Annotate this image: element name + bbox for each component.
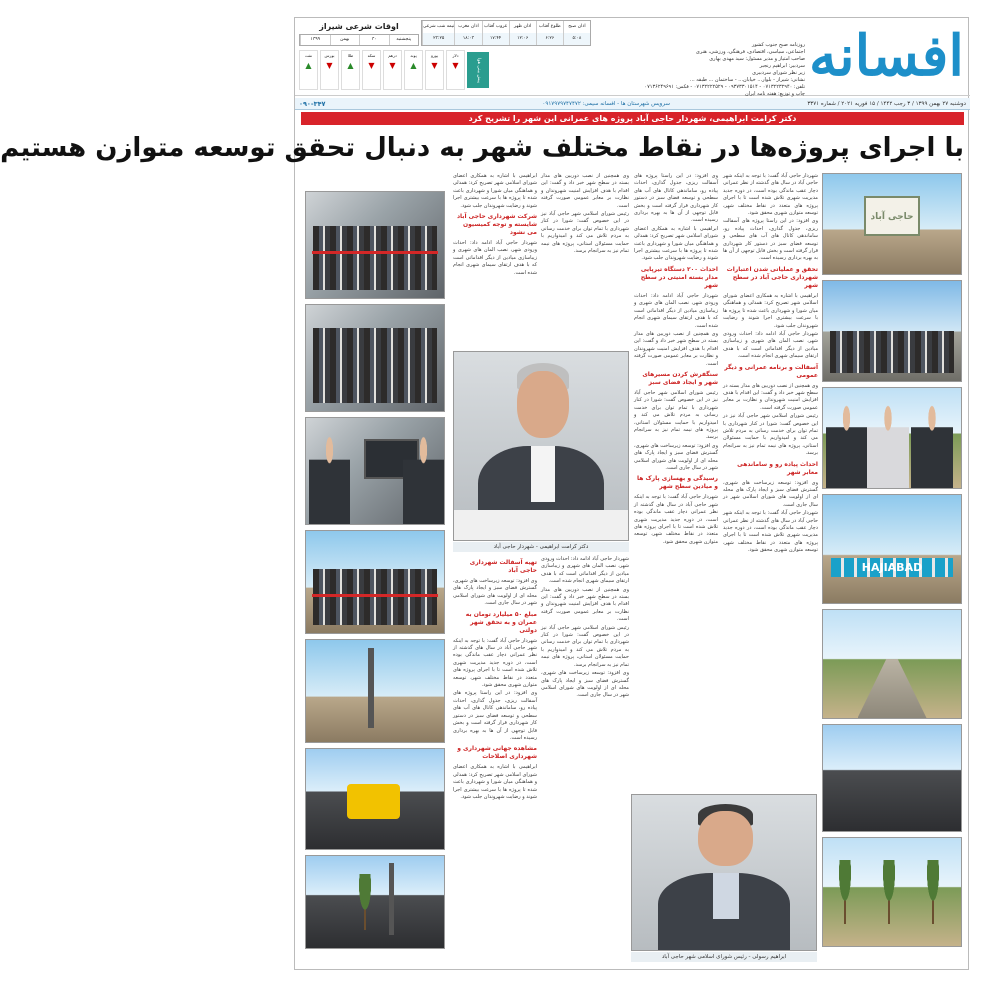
council-caption: ابراهیم رسولی - رئیس شورای اسلامی شهر حاجی آباد xyxy=(631,952,817,962)
photo-ribbon-cutting[interactable] xyxy=(305,191,445,299)
desk xyxy=(454,510,628,540)
trend-up-icon: ▲ xyxy=(347,61,354,70)
paragraph: وی افزود: توسعه زیرساخت های شهری، گسترش فضای سبز و ایجاد پارک های محله ای از اولویت های شورای اسلامی شهر در سال جاری است. xyxy=(453,578,537,607)
info-line: اجتماعی، سیاسی، اقتصادی، فرهنگی، ورزشی، هنری xyxy=(695,49,805,55)
officials-group xyxy=(313,226,437,290)
text-column xyxy=(453,556,537,950)
date-cell: بهمن xyxy=(330,35,360,45)
article-headline[interactable]: با اجرای پروژه‌ها در نقاط مختلف شهر به دنبال تحقق توسعه متوازن هستیم xyxy=(0,133,964,163)
prayer-header: غروب آفتاب xyxy=(482,21,509,33)
road-roller xyxy=(347,784,399,819)
paragraph: ابراهیمی با اشاره به همکاری اعضای شورای اسلامی شهر تصریح کرد: همدلی و هماهنگی میان شورا و شهرداری باعث شده تا پروژه ها با سرعت بیشتری اجرا شوند و رضایت شهروندان جلب شود. xyxy=(634,225,718,262)
prayer-value: ۶:۲۶ xyxy=(536,33,563,45)
prayer-value: ۲۳:۲۵ xyxy=(422,33,454,45)
subheading: شرکت شهرداری حاجی آباد شایسته و توجه کمیسیون می نشود xyxy=(456,213,537,237)
subheading: سنگفرش کردن مسیرهای شهر و ایجاد فضای سبز xyxy=(642,370,718,386)
issue-date: دوشنبه ۲۷ بهمن ۱۳۹۹ / ۳ رجب ۱۴۴۲ / ۱۵ فوریه ۲۰۲۱ / شماره ۳۳۷۱ xyxy=(807,101,966,107)
trend-down-icon: ▼ xyxy=(326,61,333,70)
currency-item: بورس ▼ xyxy=(320,50,339,90)
subheading: مشاهده جهانی شهرداری و شهرداری اصلاحات xyxy=(457,745,537,761)
date-cell: پنجشنبه xyxy=(389,35,419,45)
paragraph: رئیس شورای اسلامی شهر حاجی آباد نیز در این خصوص گفت: شورا در کنار شهرداری با تمام توان برای خدمت رسانی به مردم تلاش می کند و امیدواریم با حمایت مسئولان استانی، پروژه های نیمه تمام نیز به سرانجام برسد. xyxy=(634,389,718,441)
face xyxy=(517,371,569,439)
currency-item: طلا ▲ xyxy=(341,50,360,90)
info-line: نشانی: شیراز - بلوار... خیابان... - ساختمان ... طبقه ... xyxy=(689,77,805,83)
paragraph: وی همچنین از نصب دوربین های مدار بسته در سطح شهر خبر داد و گفت: این اقدام با هدف افزایش امنیت شهروندان و نظارت بر معابر عمومی صورت گرفته است. xyxy=(634,330,718,367)
person xyxy=(826,403,867,488)
photo-canal[interactable] xyxy=(822,609,962,719)
subheading: رسیدگی و بهسازی پارک ها و میادین سطح شهر xyxy=(637,475,718,491)
trend-up-icon: ▲ xyxy=(305,61,312,70)
subheading: تهیه آسفالت شهرداری حاجی آباد xyxy=(469,559,537,574)
paragraph: شهردار حاجی آباد ادامه داد: احداث ورودی شهر، نصب المان های شهری و زیباسازی میادین از دیگر اقداماتی است که با هدف ارتقای سیمای شهری انجام شده است. xyxy=(453,240,537,276)
trend-down-icon: ▼ xyxy=(431,61,438,70)
paragraph: شهردار حاجی آباد گفت: با توجه به اینکه شهر حاجی آباد در سال های گذشته از نظر عمرانی دچار عقب ماندگی بوده است، در دوره جدید مدیریت شهری تلاش شده است تا با اجرای پروژه های متعدد در نقاط مختلف شهر، توسعه متوازن شهری محقق شود. xyxy=(634,494,718,545)
red-ribbon xyxy=(312,251,439,254)
hajiabad-letters: HAJIABAD xyxy=(831,558,952,577)
mayor-caption: دکتر کرامت ابراهیمی - شهردار حاجی آباد xyxy=(453,542,629,552)
paragraph: شهردار حاجی آباد گفت: با توجه به اینکه شهر حاجی آباد در سال های گذشته از نظر عمرانی دچار عقب ماندگی بوده است، در دوره جدید مدیریت شهری تلاش شده است تا با اجرای پروژه های متعدد در نقاط مختلف شهر، توسعه متوازن شهری محقق شود. xyxy=(723,510,818,554)
paragraph: وی همچنین از نصب دوربین های مدار بسته در سطح شهر خبر داد و گفت: این اقدام با هدف افزایش امنیت شهروندان و نظارت بر معابر عمومی صورت گرفته است. xyxy=(541,586,629,623)
red-ribbon xyxy=(312,594,439,597)
paragraph: وی همچنین از نصب دوربین های مدار بسته در سطح شهر خبر داد و گفت: این اقدام با هدف افزایش امنیت شهروندان و نظارت بر معابر عمومی صورت گرفته است. xyxy=(541,173,629,209)
photo-officials-indoor[interactable] xyxy=(305,304,445,412)
service-line: سرویس شهرستان ها - افسانه سیمی: ۰۹۱۷۹۷۹۷۴۷۴۷۲ xyxy=(542,101,670,107)
officials-group xyxy=(313,328,437,402)
text-column xyxy=(634,173,718,791)
photo-street-lights[interactable] xyxy=(305,639,445,743)
photo-council-head-portrait[interactable] xyxy=(631,794,817,951)
prayer-header: اذان صبح xyxy=(563,21,590,33)
trend-up-icon: ▲ xyxy=(410,61,417,70)
light-pole xyxy=(368,648,374,728)
prayer-value: ۱۸:۰۳ xyxy=(454,33,481,45)
paragraph: وی همچنین از نصب دوربین های مدار بسته در سطح شهر خبر داد و گفت: این اقدام با هدف افزایش امنیت شهروندان و نظارت بر معابر عمومی صورت گرفته است. xyxy=(723,382,818,411)
date-cell: ۳۰ xyxy=(359,35,389,45)
paragraph: شهردار حاجی آباد گفت: با توجه به اینکه شهر حاجی آباد در سال های گذشته از نظر عمرانی دچار عقب ماندگی بوده است، در دوره جدید مدیریت شهری تلاش شده است تا با اجرای پروژه های متعدد در نقاط مختلف شهر، توسعه متوازن شهری محقق شود. xyxy=(453,637,537,689)
shirt xyxy=(713,873,739,920)
info-line: زیر نظر شورای سردبیری xyxy=(752,70,805,76)
currency-item: یورو ▼ xyxy=(425,50,444,90)
info-line: سردبیر: ابراهیم رنجبر xyxy=(759,63,805,69)
paragraph: وی افزود: در این راستا پروژه های آسفالت ریزی، جدول گذاری، احداث پیاده رو، ساماندهی کانال های آب های سطحی و توسعه فضای سبز در دستور کار شهرداری قرار گرفته است و بخش قابل توجهی از آن ها به بهره برداری رسیده است. xyxy=(453,690,537,741)
shirt xyxy=(531,446,555,502)
paragraph: وی افزود: توسعه زیرساخت های شهری، گسترش فضای سبز و ایجاد پارک های محله ای از اولویت های شورای اسلامی شهر در سال جاری است. xyxy=(634,442,718,471)
prayer-times-title: اوقات شرعی شیراز xyxy=(319,22,399,31)
subheading: آسفالت و برنامه عمرانی و دیگر عمومی xyxy=(724,363,818,379)
paragraph: ابراهیمی با اشاره به همکاری اعضای شورای اسلامی شهر تصریح کرد: همدلی و هماهنگی میان شورا و شهرداری باعث شده تا پروژه ها با سرعت بیشتری اجرا شوند و رضایت شهروندان جلب شود. xyxy=(453,764,537,800)
officials-group xyxy=(830,331,954,373)
weather-label: پیش بینی هوا xyxy=(467,52,489,88)
face xyxy=(698,811,753,867)
publisher-info xyxy=(535,42,805,105)
trend-down-icon: ▼ xyxy=(452,61,459,70)
paragraph: شهردار حاجی آباد ادامه داد: احداث ورودی شهر، نصب المان های شهری و زیباسازی میادین از دیگر اقداماتی است که با هدف ارتقای سیمای شهری انجام شده است. xyxy=(723,330,818,360)
masthead xyxy=(295,18,970,96)
photo-cctv-monitor[interactable] xyxy=(305,417,445,525)
prayer-header: طلوع آفتاب xyxy=(536,21,563,33)
tree xyxy=(834,860,856,925)
page-code: ۰۹۰-۳۴۷ xyxy=(299,100,326,108)
light-pole xyxy=(389,863,395,935)
city-sign: حاجی آباد xyxy=(864,196,919,236)
prayer-value: ۱۲:۰۶ xyxy=(509,33,536,45)
text-column xyxy=(541,556,629,950)
info-line: تلفن: ۰۷۱۳۲۲۳۲۹۴۰ - ۰۹۳۷۳۳۰۱۵۱۴ - ۰۷۱۳۲۲۲۲۵۲۹ - فکس: ۰۷۱۳۶۲۴۹۶۹۱ xyxy=(644,84,805,90)
subheading: احداث پیاده رو و ساماندهی معابر شهر xyxy=(737,460,818,476)
paragraph: شهردار حاجی آباد ادامه داد: احداث ورودی شهر، نصب المان های شهری و زیباسازی میادین از دیگر اقداماتی است که با هدف ارتقای سیمای شهری انجام شده است. xyxy=(541,556,629,585)
photo-opening-ceremony[interactable] xyxy=(305,530,445,634)
currency-item: سکه ▼ xyxy=(362,50,381,90)
text-column xyxy=(723,173,818,791)
text-column xyxy=(453,173,537,348)
photo-mayor-portrait[interactable] xyxy=(453,351,629,541)
paragraph: وی افزود: توسعه زیرساخت های شهری، گسترش فضای سبز و ایجاد پارک های محله ای از اولویت های شورای اسلامی شهر در سال جاری است. xyxy=(723,479,818,508)
photo-street-trees[interactable] xyxy=(822,837,962,947)
paragraph: شهردار حاجی آباد گفت: با توجه به اینکه شهر حاجی آباد در سال های گذشته از نظر عمرانی دچار عقب ماندگی بوده است، در دوره جدید مدیریت شهری تلاش شده است تا با اجرای پروژه های متعدد در نقاط مختلف شهر، توسعه متوازن شهری محقق شود. xyxy=(723,173,818,217)
subheading: تحقق و عملیاتی شدن اعتبارات شهرداری حاجی آباد در سطح شهر xyxy=(726,265,818,289)
person xyxy=(309,434,350,524)
photo-boulevard[interactable] xyxy=(305,855,445,949)
issue-date-box xyxy=(299,34,419,46)
person xyxy=(867,403,908,488)
text-column xyxy=(541,173,629,348)
currency-item: پوند ▲ xyxy=(404,50,423,90)
photo-asphalt-roller[interactable] xyxy=(305,748,445,850)
road xyxy=(823,799,961,831)
prayer-header: اذان مغرب xyxy=(454,21,481,33)
paragraph: وی افزود: در این راستا پروژه های آسفالت ریزی، جدول گذاری، احداث پیاده رو، ساماندهی کانال های آب های سطحی و توسعه فضای سبز در دستور کار شهرداری قرار گرفته است و بخش قابل توجهی از آن ها به بهره برداری رسیده است. xyxy=(634,173,718,224)
dateline-bar xyxy=(295,98,970,110)
tree xyxy=(922,860,944,925)
paragraph: وی افزود: توسعه زیرساخت های شهری، گسترش فضای سبز و ایجاد پارک های محله ای از اولویت های شورای اسلامی شهر در سال جاری است. xyxy=(541,670,629,699)
trend-down-icon: ▼ xyxy=(389,61,396,70)
subheading: احداث ۲۰۰ دستگاه تیرپایی مدار بسته امنیتی در سطح شهر xyxy=(640,265,718,289)
paragraph: رئیس شورای اسلامی شهر حاجی آباد نیز در این خصوص گفت: شورا در کنار شهرداری با تمام توان برای خدمت رسانی به مردم تلاش می کند و امیدواریم با حمایت مسئولان استانی، پروژه های نیمه تمام نیز به سرانجام برسد. xyxy=(541,624,629,668)
info-line: روزنامه صبح جنوب کشور xyxy=(752,42,805,48)
photo-city-letters[interactable] xyxy=(822,494,962,604)
paragraph: ابراهیمی با اشاره به همکاری اعضای شورای اسلامی شهر تصریح کرد: همدلی و هماهنگی میان شورا و شهرداری باعث شده تا پروژه ها با سرعت بیشتری اجرا شوند و رضایت شهروندان جلب شود. xyxy=(453,173,537,209)
person xyxy=(911,403,952,488)
prayer-value: ۵:۰۸ xyxy=(563,33,590,45)
prayer-header: اذان ظهر xyxy=(509,21,536,33)
info-line: صاحب امتیاز و مدیر مسئول: سید مهدی بهاری xyxy=(709,56,805,62)
prayer-value: ۱۷:۴۴ xyxy=(482,33,509,45)
paragraph: شهردار حاجی آباد ادامه داد: احداث ورودی شهر، نصب المان های شهری و زیباسازی میادین از دیگر اقداماتی است که با هدف ارتقای سیمای شهری انجام شده است. xyxy=(634,292,718,329)
info-line: چاپ و توزیع: هفته نامه ایران xyxy=(744,91,805,97)
photo-officials-site[interactable] xyxy=(822,280,962,382)
currency-item: نفت ▲ xyxy=(299,50,318,90)
trend-down-icon: ▼ xyxy=(368,61,375,70)
currency-strip xyxy=(299,50,465,90)
newspaper-page xyxy=(0,17,969,970)
paragraph: وی افزود: در این راستا پروژه های آسفالت ریزی، جدول گذاری، احداث پیاده رو، ساماندهی کانال های آب های سطحی و توسعه فضای سبز در دستور کار شهرداری قرار گرفته است و بخش قابل توجهی از آن ها به بهره برداری رسیده است. xyxy=(723,218,818,262)
newspaper-logo[interactable]: افسانه xyxy=(809,23,964,89)
tree xyxy=(354,874,376,929)
paragraph: رئیس شورای اسلامی شهر حاجی آباد نیز در این خصوص گفت: شورا در کنار شهرداری با تمام توان برای خدمت رسانی به مردم تلاش می کند و امیدواریم با حمایت مسئولان استانی، پروژه های نیمه تمام نیز به سرانجام برسد. xyxy=(723,413,818,457)
canal xyxy=(858,659,927,718)
prayer-header: نیمه شب شرعی xyxy=(422,21,454,33)
tree xyxy=(878,860,900,925)
paragraph: ابراهیمی با اشاره به همکاری اعضای شورای اسلامی شهر تصریح کرد: همدلی و هماهنگی میان شورا و شهرداری باعث شده تا پروژه ها با سرعت بیشتری اجرا شوند و رضایت شهروندان جلب شود. xyxy=(723,292,818,329)
subheading: مبلغ ۵۰ میلیارد تومان به عمران و به تحقق شهر دولتی xyxy=(465,610,537,634)
paragraph: رئیس شورای اسلامی شهر حاجی آباد نیز در این خصوص گفت: شورا در کنار شهرداری با تمام توان برای خدمت رسانی به مردم تلاش می کند و امیدواریم با حمایت مسئولان استانی، پروژه های نیمه تمام نیز به سرانجام برسد. xyxy=(541,211,629,255)
photo-new-asphalt[interactable] xyxy=(822,724,962,832)
person xyxy=(403,434,444,524)
article-kicker: دکتر کرامت ابراهیمی، شهردار حاجی آباد پروژه های عمرانی این شهر را تشریح کرد xyxy=(301,112,964,125)
currency-item: دلار ▼ xyxy=(446,50,465,90)
currency-item: درهم ▼ xyxy=(383,50,402,90)
photo-city-sign[interactable] xyxy=(822,173,962,275)
photo-officials-visit[interactable] xyxy=(822,387,962,489)
prayer-times-table xyxy=(421,20,591,46)
date-cell: ۱۳۹۹ xyxy=(300,35,330,45)
